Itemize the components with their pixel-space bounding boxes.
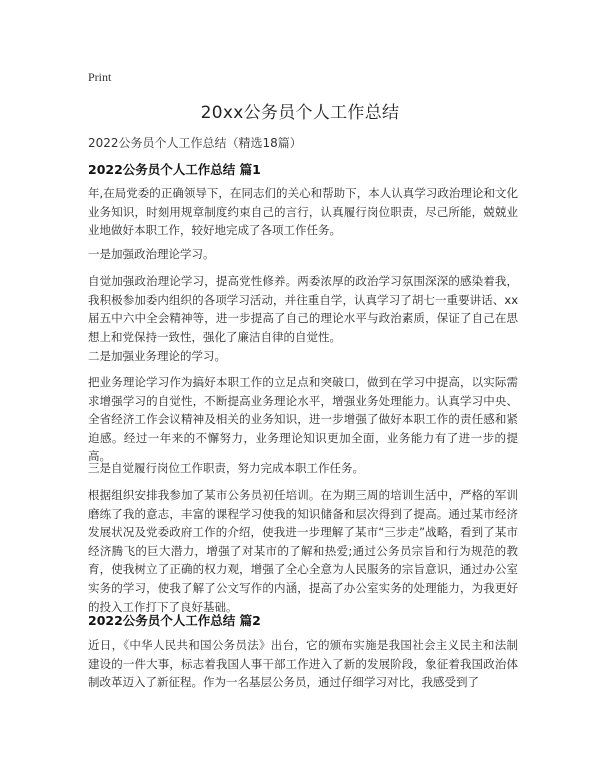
section1-point-1: 一是加强政治理论学习。 bbox=[88, 247, 215, 261]
section1-point-3: 三是自觉履行岗位工作职责，努力完成本职工作任务。 bbox=[88, 461, 364, 475]
section1-intro-paragraph: 年,在局党委的正确领导下，在同志们的关心和帮助下，本人认真学习政治理论和文化业务知识，时刻用规章制度约束自己的言行，认真履行岗位职责，尽己所能，兢兢业业地做好本职工作，较好地完成了各项工作任务。 bbox=[88, 186, 518, 238]
document-subtitle: 2022公务员个人工作总结（精选18篇） bbox=[88, 136, 302, 150]
section1-paragraph-1: 自觉加强政治理论学习，提高党性修养。两委浓厚的政治学习氛围深深的感染着我，我积极参加委内组织的各项学习活动，并往重自学，认真学习了胡七一重要讲话、xx届五中六中全会精神等，进一步提高了自己的理论水平与政治素质，保证了自己在思想上和党保持一致性，强化了廉洁自律的自觉性。 bbox=[88, 274, 518, 344]
section2-paragraph-1: 近日，《中华人民共和国公务员法》出台，它的颁布实施是我国社会主义民主和法制建设的一件大事，标志着我国人事干部工作进入了新的发展阶段，象征着我国政治体制改革迈入了新征程。作为一名基层公务员，通过仔细学习对比，我感受到了 bbox=[88, 638, 518, 690]
section-heading-1: 2022公务员个人工作总结 篇1 bbox=[88, 162, 261, 177]
section1-point-2: 二是加强业务理论的学习。 bbox=[88, 349, 226, 363]
section-heading-2: 2022公务员个人工作总结 篇2 bbox=[88, 613, 261, 628]
section1-paragraph-2: 把业务理论学习作为搞好本职工作的立足点和突破口，做到在学习中提高，以实际需求增强学习的自觉性，不断提高业务理论水平，增强业务处理能力。认真学习中央、全省经济工作会议精神及相关的业务知识，进一步增强了做好本职工作的责任感和紧迫感。经过一年来的不懈努力，业务理论知识更加全面，业务能力有了进一步的提高。 bbox=[88, 375, 518, 464]
document-title: 20xx公务员个人工作总结 bbox=[200, 103, 400, 123]
section1-paragraph-3: 根据组织安排我参加了某市公务员初任培训。在为期三周的培训生活中，严格的军训磨练了我的意志，丰富的课程学习使我的知识储备和层次得到了提高。通过某市经济发展状况及党委政府工作的介绍，使我进一步理解了某市“三步走”战略，看到了某市经济腾飞的巨大潜力，增强了对某市的了解和热爱;通过公务员宗旨和行为规范的教育，使我树立了正确的权力观，增强了全心全意为人民服务的宗旨意识，通过办公室实务的学习，使我了解了公文写作的内涵，提高了办公室实务的处理能力，为我更好的投入工作打下了良好基础。 bbox=[88, 488, 518, 614]
print-label[interactable]: Print bbox=[88, 70, 112, 84]
